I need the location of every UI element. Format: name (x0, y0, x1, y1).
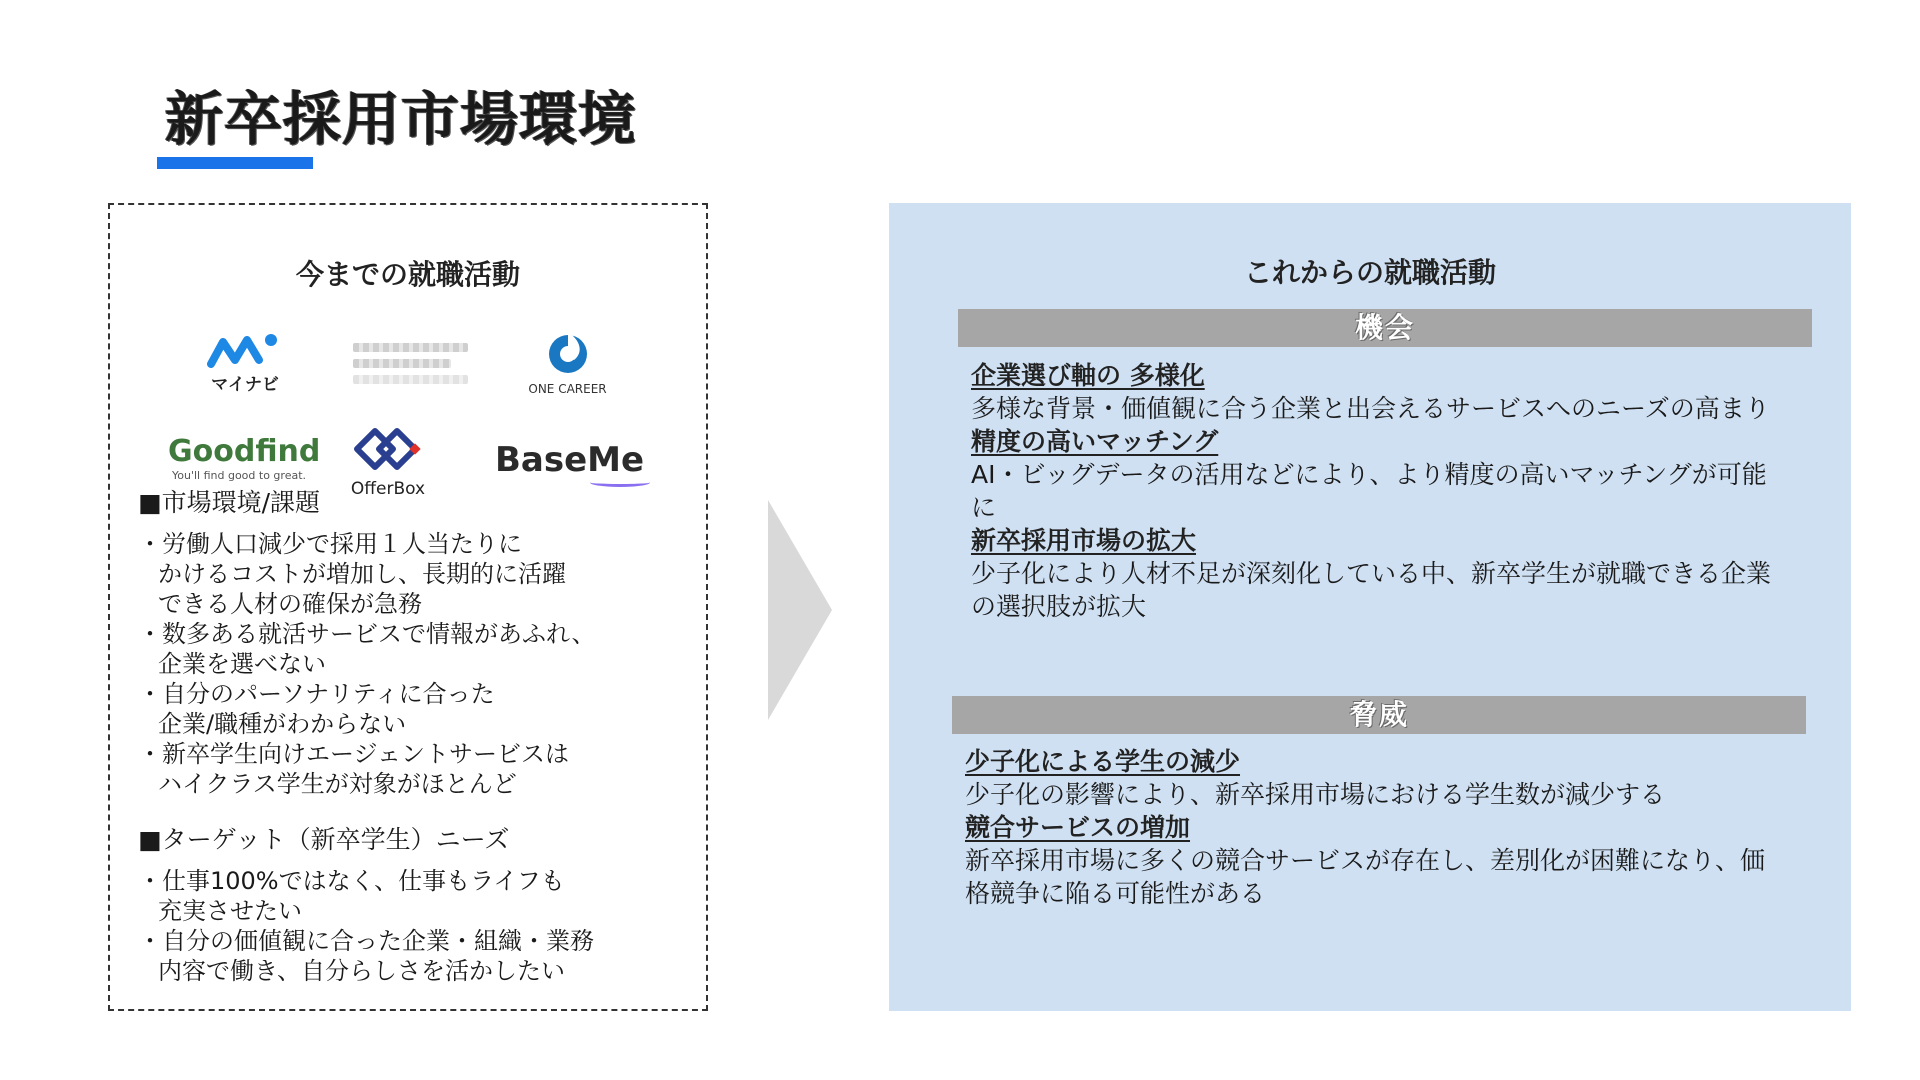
past-job-hunting-panel (108, 203, 708, 1011)
chevron-right-icon (768, 500, 832, 720)
threat-heading: 競合サービスの増加 (965, 813, 1191, 842)
offerbox-mark-icon (353, 423, 423, 475)
page-title: 新卒採用市場環境 (165, 85, 638, 153)
opportunity-text: 少子化により人材不足が深刻化している中、新卒学生が就職できる企業の選択肢が拡大 (971, 559, 1772, 621)
opportunity-heading: 新卒採用市場の拡大 (971, 526, 1197, 555)
threat-text: 少子化の影響により、新卒採用市場における学生数が減少する (965, 780, 1666, 809)
baseme-logo-text: BaseMe (495, 440, 645, 480)
onecareer-logo-text: ONE CAREER (528, 382, 607, 396)
past-panel-body (138, 488, 698, 986)
threat-text: 新卒採用市場に多くの競合サービスが存在し、差別化が困難になり、価格競争に陥る可能性がある (965, 846, 1766, 908)
list-item (971, 524, 1791, 623)
onecareer-logo (510, 330, 625, 400)
list-item: ・数多ある就活サービスで情報があふれ、 企業を選べない (138, 620, 596, 678)
mynavi-logo (205, 330, 285, 395)
threat-list (965, 745, 1785, 910)
list-item: ・労働人口減少で採用１人当たりに かけるコストが増加し、長期的に活躍 できる人材の確保が急務 (138, 530, 566, 618)
list-item (965, 811, 1785, 910)
mynavi-mark-icon (205, 330, 285, 370)
opportunity-heading: 精度の高いマッチング (971, 427, 1219, 456)
onecareer-mark-icon (546, 330, 590, 376)
offerbox-logo-text: OfferBox (350, 479, 426, 499)
list-item: ・自分の価値観に合った企業・組織・業務 内容で働き、自分らしさを活かしたい (138, 927, 594, 985)
list-item (965, 745, 1785, 811)
threat-heading: 少子化による学生の減少 (965, 747, 1241, 776)
future-panel-heading: これからの就職活動 (1243, 256, 1496, 289)
opportunity-text: AI・ビッグデータの活用などにより、より精度の高いマッチングが可能に (971, 460, 1767, 522)
opportunity-band: 機会 (958, 309, 1812, 347)
opportunity-text: 多様な背景・価値観に合う企業と出会えるサービスへのニーズの高まり (971, 394, 1770, 423)
goodfind-logo-text: Goodfind (168, 434, 321, 469)
list-item: ・仕事100%ではなく、仕事もライフも 充実させたい (138, 867, 565, 925)
blurred-logo (353, 343, 468, 398)
past-panel-heading: 今までの就職活動 (295, 258, 520, 291)
list-item (971, 425, 1791, 524)
list-item: ・自分のパーソナリティに合った 企業/職種がわからない (138, 680, 495, 738)
title-accent-bar (157, 157, 313, 169)
target-needs-heading: ■ターゲット（新卒学生）ニーズ (138, 825, 510, 854)
list-item (971, 359, 1791, 425)
future-job-hunting-panel (889, 203, 1851, 1011)
threat-band: 脅威 (952, 696, 1806, 734)
mynavi-logo-text: マイナビ (211, 375, 279, 395)
baseme-logo (495, 440, 655, 485)
opportunity-list (971, 359, 1791, 623)
list-item: ・新卒学生向けエージェントサービスは ハイクラス学生が対象がほとんど (138, 740, 570, 798)
opportunity-heading: 企業選び軸の 多様化 (971, 361, 1205, 390)
goodfind-logo (168, 434, 321, 495)
goodfind-tagline: You'll find good to great. (172, 469, 307, 482)
market-issues-heading: ■市場環境/課題 (138, 488, 321, 517)
